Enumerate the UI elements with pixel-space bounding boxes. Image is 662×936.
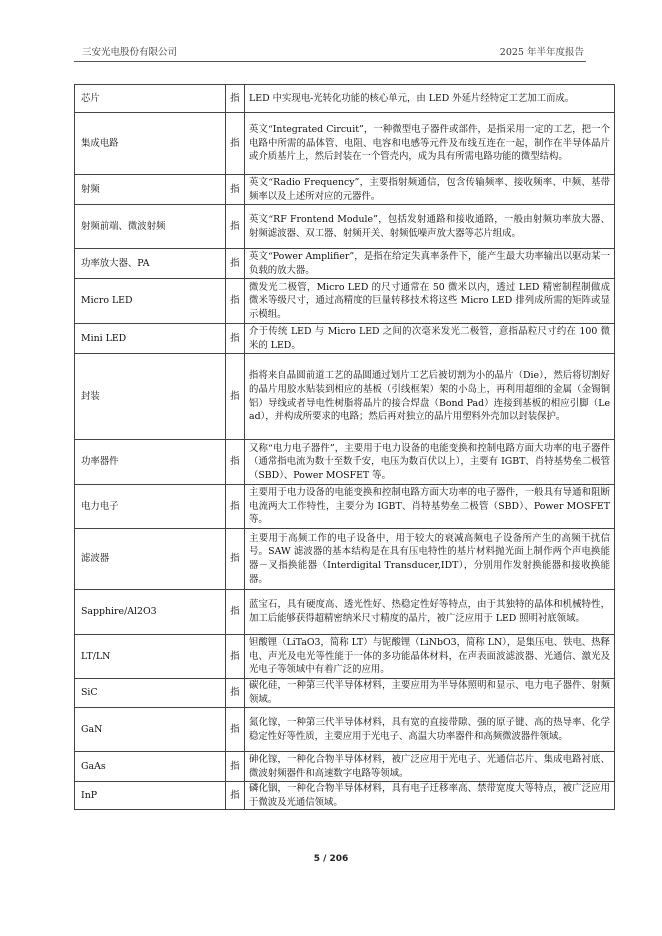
- table-row: [75, 782, 615, 810]
- glossary-marker: 指: [226, 279, 245, 324]
- glossary-table: [74, 84, 615, 810]
- glossary-marker: 指: [226, 635, 245, 679]
- glossary-marker: 指: [226, 782, 245, 810]
- glossary-definition: LED 中实现电-光转化功能的核心单元，由 LED 外延片经特定工艺加工而成。: [245, 85, 615, 113]
- table-row: [75, 635, 615, 679]
- glossary-definition: 微发光二极管，Micro LED 的尺寸通常在 50 微米以内，透过 LED 精密制程制做成微米等级尺寸，通过高精度的巨量转移技术将这些 Micro LED 排列成所需的矩阵或显示模组。: [245, 279, 615, 324]
- glossary-term: 芯片: [75, 85, 226, 113]
- table-row: [75, 752, 615, 782]
- glossary-marker: 指: [226, 249, 245, 279]
- table-row: [75, 205, 615, 249]
- table-row: [75, 279, 615, 324]
- glossary-definition: 磷化铟，一种化合物半导体材料，具有电子迁移率高、禁带宽度大等特点，被广泛应用于微波及光通信领域。: [245, 782, 615, 810]
- glossary-definition: 主要用于高频工作的电子设备中，用于较大的衰减高频电子设备所产生的高频干扰信号。SAW 滤波器的基本结构是在具有压电特性的基片材料抛光面上制作两个声电换能器－叉指换能器（Interdigital Transducer,IDT），分别用作发射换能器和接收换能器。: [245, 529, 615, 590]
- table-row: [75, 485, 615, 529]
- glossary-definition: 英文“Radio Frequency”，主要指射频通信，包含传输频率、接收频率、中频、基带频率以及上述所对应的元器件。: [245, 175, 615, 205]
- glossary-marker: 指: [226, 679, 245, 708]
- table-row: [75, 113, 615, 175]
- glossary-marker: 指: [226, 752, 245, 782]
- glossary-marker: 指: [226, 440, 245, 485]
- page-header: [74, 44, 586, 60]
- glossary-marker: 指: [226, 175, 245, 205]
- glossary-definition: 英文“Power Amplifier”，是指在给定失真率条件下，能产生最大功率输出以驱动某一负载的放大器。: [245, 249, 615, 279]
- glossary-term: 功率放大器、PA: [75, 249, 226, 279]
- glossary-term: Micro LED: [75, 279, 226, 324]
- glossary-definition: 氮化镓，一种第三代半导体材料，具有宽的直接带隙、强的原子键、高的热导率、化学稳定性好等性质，主要应用于光电子、高温大功率器件和高频微波器件领域。: [245, 708, 615, 752]
- glossary-marker: 指: [226, 590, 245, 635]
- header-divider: [74, 61, 586, 62]
- glossary-term: 滤波器: [75, 529, 226, 590]
- glossary-term: 射频: [75, 175, 226, 205]
- glossary-term: Sapphire/Al2O3: [75, 590, 226, 635]
- glossary-definition: 蓝宝石，具有硬度高、透光性好、热稳定性好等特点，由于其独特的晶体和机械特性，加工后能够获得超精密纳米尺寸精度的晶片，被广泛应用于 LED 照明衬底领域。: [245, 590, 615, 635]
- glossary-term: 电力电子: [75, 485, 226, 529]
- company-name: 三安光电股份有限公司: [82, 47, 178, 58]
- glossary-marker: 指: [226, 354, 245, 440]
- glossary-definition: 钽酸锂（LiTaO3，简称 LT）与铌酸锂（LiNbO3，简称 LN），是集压电、铁电、热释电、声光及电光等性能于一体的多功能晶体材料，在声表面波滤波器、光通信、激光及光电子等领域中有着广泛的应用。: [245, 635, 615, 679]
- glossary-marker: 指: [226, 205, 245, 249]
- table-row: [75, 529, 615, 590]
- glossary-term: 封装: [75, 354, 226, 440]
- table-row: [75, 85, 615, 113]
- glossary-marker: 指: [226, 85, 245, 113]
- glossary-term: GaAs: [75, 752, 226, 782]
- table-row: [75, 354, 615, 440]
- glossary-marker: 指: [226, 113, 245, 175]
- glossary-term: 功率器件: [75, 440, 226, 485]
- glossary-definition: 介于传统 LED 与 Micro LED 之间的次毫米发光二极管，意指晶粒尺寸约在 100 微米的 LED。: [245, 324, 615, 354]
- glossary-marker: 指: [226, 485, 245, 529]
- glossary-definition: 英文“RF Frontend Module”，包括发射通路和接收通路，一般由射频功率放大器、射频滤波器、双工器、射频开关、射频低噪声放大器等芯片组成。: [245, 205, 615, 249]
- glossary-term: InP: [75, 782, 226, 810]
- glossary-term: 集成电路: [75, 113, 226, 175]
- table-row: [75, 590, 615, 635]
- table-row: [75, 175, 615, 205]
- table-row: [75, 440, 615, 485]
- glossary-definition: 又称“电力电子器件”，主要用于电力设备的电能变换和控制电路方面大功率的电子器件（通常指电流为数十至数千安，电压为数百伏以上），主要有 IGBT、肖特基势垒二极管（SBD）、Power MOSFET 等。: [245, 440, 615, 485]
- glossary-definition: 碳化硅，一种第三代半导体材料，主要应用为半导体照明和显示、电力电子器件、射频领域。: [245, 679, 615, 708]
- table-row: [75, 324, 615, 354]
- report-title: 2025 年半年度报告: [499, 47, 584, 58]
- glossary-term: LT/LN: [75, 635, 226, 679]
- glossary-term: SiC: [75, 679, 226, 708]
- glossary-definition: 砷化镓，一种化合物半导体材料，被广泛应用于光电子、光通信芯片、集成电路衬底、微波射频器件和高速数字电路等领域。: [245, 752, 615, 782]
- glossary-marker: 指: [226, 708, 245, 752]
- table-row: [75, 708, 615, 752]
- glossary-definition: 主要用于电力设备的电能变换和控制电路方面大功率的电子器件，一般具有导通和阻断电流两大工作特性，主要分为 IGBT、肖特基势垒二极管（SBD）、Power MOSFET 等。: [245, 485, 615, 529]
- page-number: 5 / 206: [313, 854, 349, 864]
- glossary-marker: 指: [226, 324, 245, 354]
- glossary-term: GaN: [75, 708, 226, 752]
- table-row: [75, 249, 615, 279]
- glossary-term: Mini LED: [75, 324, 226, 354]
- glossary-marker: 指: [226, 529, 245, 590]
- glossary-definition: 英文“Integrated Circuit”，一种微型电子器件或部件，是指采用一定的工艺，把一个电路中所需的晶体管、电阻、电容和电感等元件及布线互连在一起，制作在半导体晶片或介质基片上，然后封装在一个管壳内，成为具有所需电路功能的微型结构。: [245, 113, 615, 175]
- glossary-definition: 指将来自晶圆前道工艺的晶圆通过划片工艺后被切割为小的晶片（Die），然后将切割好的晶片用胶水贴装到相应的基板（引线框架）架的小岛上，再利用超细的金属（金锡铜铝）导线或者导电性树脂将晶片的接合焊盘（Bond Pad）连接到基板的相应引脚（Lead），并构成所要求的电路；然后再对独立的晶片用塑料外壳加以封装保护。: [245, 354, 615, 440]
- glossary-term: 射频前端、微波射频: [75, 205, 226, 249]
- table-row: [75, 679, 615, 708]
